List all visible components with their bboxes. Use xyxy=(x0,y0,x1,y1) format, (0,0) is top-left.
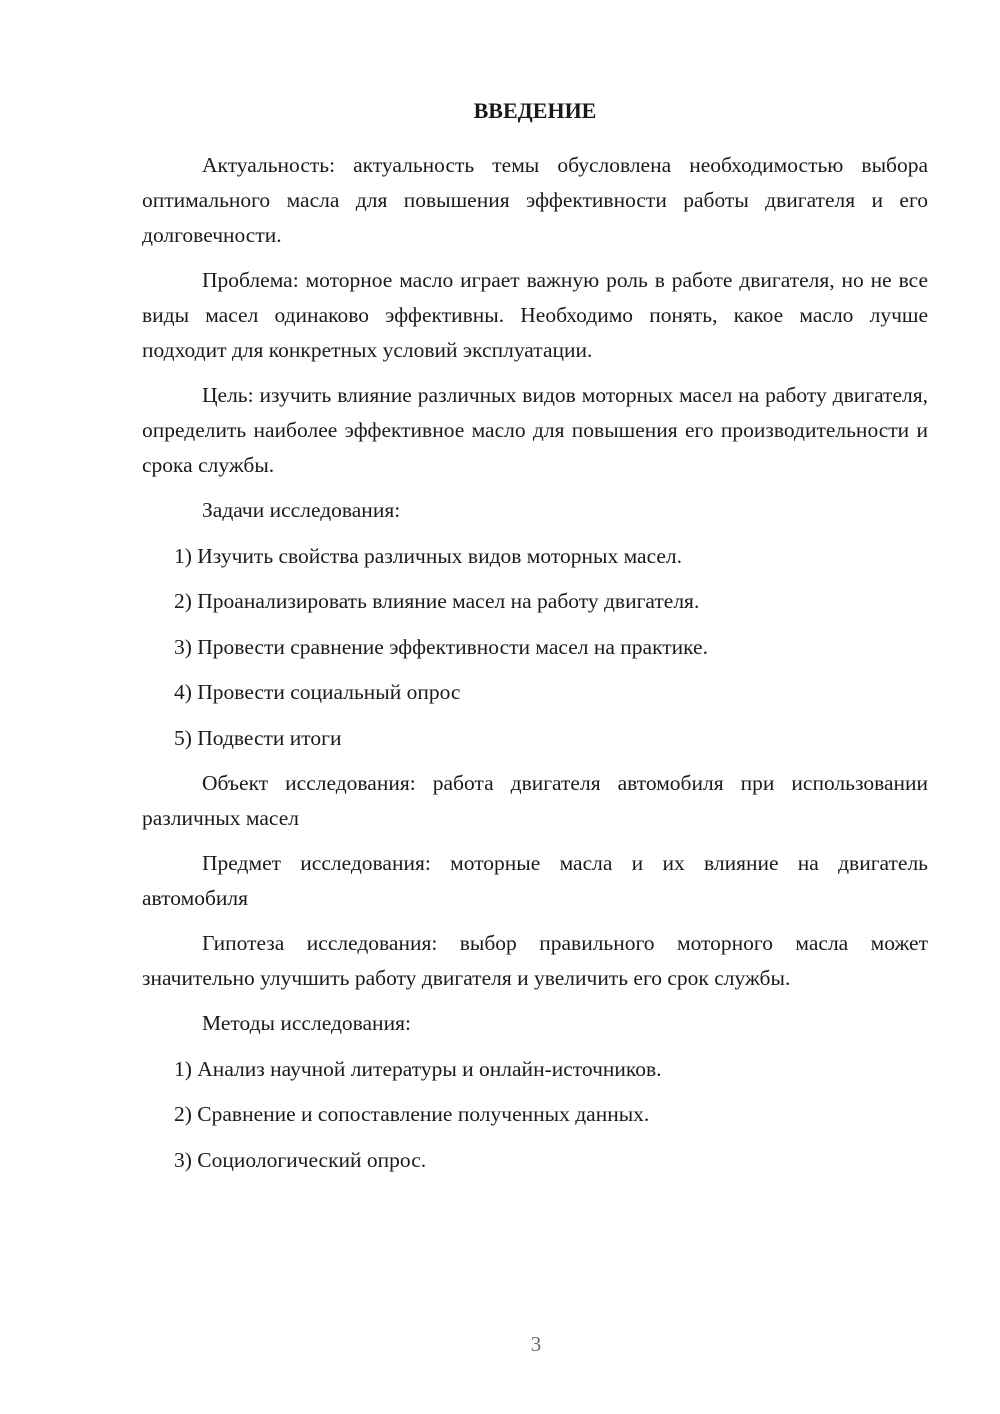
goal-paragraph: Цель: изучить влияние различных видов моторных масел на работу двигателя, определить наиболее эффективное масло для повышения его производительности и срока службы. xyxy=(142,383,928,477)
task-item: 1) Изучить свойства различных видов моторных масел. xyxy=(174,543,683,568)
hypothesis-paragraph: Гипотеза исследования: выбор правильного моторного масла может значительно улучшить работу двигателя и увеличить его срок службы. xyxy=(142,931,928,990)
task-item: 5) Подвести итоги xyxy=(174,725,342,750)
method-item: 1) Анализ научной литературы и онлайн-источников. xyxy=(174,1056,662,1081)
methods-label: Методы исследования: xyxy=(202,1011,411,1035)
method-item: 2) Сравнение и сопоставление полученных данных. xyxy=(174,1102,650,1126)
task-item: 3) Провести сравнение эффективности масел на практике. xyxy=(174,634,708,659)
method-item: 3) Социологический опрос. xyxy=(174,1147,427,1172)
task-item: 4) Провести социальный опрос xyxy=(174,680,461,704)
relevance-paragraph: Актуальность: актуальность темы обусловлена необходимостью выбора оптимального масла для повышения эффективности работы двигателя и его долговечности. xyxy=(142,153,928,247)
page-number: 3 xyxy=(530,1332,542,1356)
document-page xyxy=(142,94,928,1188)
subject-paragraph: Предмет исследования: моторные масла и их влияние на двигатель автомобиля xyxy=(142,851,928,910)
problem-paragraph: Проблема: моторное масло играет важную роль в работе двигателя, но не все виды масел одинаково эффективны. Необходимо понять, какое масло лучше подходит для конкретных условий эксплуатации. xyxy=(142,268,928,362)
task-item: 2) Проанализировать влияние масел на работу двигателя. xyxy=(174,589,700,613)
section-title: ВВЕДЕНИЕ xyxy=(473,98,597,123)
object-paragraph: Объект исследования: работа двигателя автомобиля при использовании различных масел xyxy=(142,771,928,830)
tasks-label: Задачи исследования: xyxy=(202,498,401,522)
